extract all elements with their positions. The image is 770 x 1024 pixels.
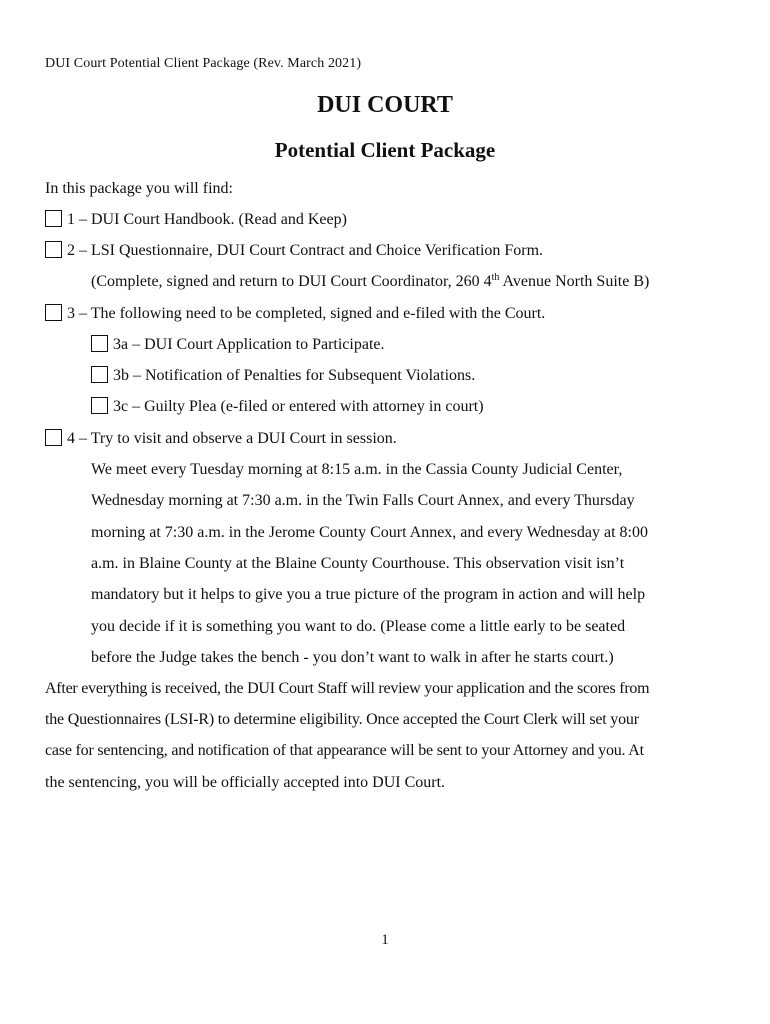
checklist-item-3b	[91, 366, 475, 386]
checklist-item-3	[45, 304, 545, 324]
closing-paragraph-line: the Questionnaires (LSI-R) to determine eligibility. Once accepted the Court Clerk will set your	[45, 711, 639, 728]
item-4-detail-line: before the Judge takes the bench - you don’t want to walk in after he starts court.)	[91, 649, 614, 666]
item-4-detail-line: you decide if it is something you want to do. (Please come a little early to be seated	[91, 618, 626, 635]
checkbox-item-3a[interactable]	[91, 335, 108, 352]
checklist-item-4	[45, 429, 397, 449]
revision-note: DUI Court Potential Client Package (Rev. March 2021)	[45, 56, 362, 71]
checkbox-item-1[interactable]	[45, 210, 62, 227]
item-4-detail-line: Wednesday morning at 7:30 a.m. in the Twin Falls Court Annex, and every Thursday	[91, 492, 635, 509]
checklist-item-2-note	[91, 272, 649, 292]
page-subtitle: Potential Client Package	[274, 138, 496, 162]
checkbox-item-3[interactable]	[45, 304, 62, 321]
checklist-item-1	[45, 210, 347, 230]
page-number: 1	[381, 932, 389, 948]
checklist-item-4-label: 4 – Try to visit and observe a DUI Court in session.	[67, 430, 397, 447]
closing-paragraph-line: After everything is received, the DUI Court Staff will review your application and the scores from	[45, 680, 650, 697]
closing-paragraph-line: case for sentencing, and notification of that appearance will be sent to your Attorney and you. At	[45, 742, 644, 759]
checkbox-item-2[interactable]	[45, 241, 62, 258]
checklist-item-3a	[91, 335, 385, 355]
intro-text: In this package you will find:	[45, 180, 233, 197]
checklist-item-1-label: 1 – DUI Court Handbook. (Read and Keep)	[67, 211, 347, 228]
checkbox-item-4[interactable]	[45, 429, 62, 446]
item-2-note-text-b: Avenue North Suite B)	[499, 273, 650, 290]
item-4-detail-line: morning at 7:30 a.m. in the Jerome County Court Annex, and every Wednesday at 8:00	[91, 524, 648, 541]
checklist-item-3c	[91, 397, 484, 417]
checklist-item-3b-label: 3b – Notification of Penalties for Subsequent Violations.	[113, 367, 476, 384]
page-title: DUI COURT	[317, 92, 453, 118]
checklist-item-3a-label: 3a – DUI Court Application to Participate.	[113, 336, 385, 353]
checkbox-item-3b[interactable]	[91, 366, 108, 383]
closing-paragraph-line: the sentencing, you will be officially accepted into DUI Court.	[45, 774, 446, 791]
item-2-note-text-a: (Complete, signed and return to DUI Court Coordinator, 260 4	[91, 273, 492, 290]
item-4-detail-line: mandatory but it helps to give you a true picture of the program in action and will help	[91, 586, 646, 603]
checklist-item-3-label: 3 – The following need to be completed, signed and e-filed with the Court.	[67, 305, 546, 322]
checklist-item-2	[45, 241, 543, 261]
item-4-detail-line: We meet every Tuesday morning at 8:15 a.m. in the Cassia County Judicial Center,	[91, 461, 623, 478]
checklist-item-2-label: 2 – LSI Questionnaire, DUI Court Contract and Choice Verification Form.	[67, 242, 544, 259]
checkbox-item-3c[interactable]	[91, 397, 108, 414]
checklist-item-3c-label: 3c – Guilty Plea (e-filed or entered with attorney in court)	[113, 398, 484, 415]
item-2-note-superscript: th	[491, 272, 500, 283]
item-4-detail-line: a.m. in Blaine County at the Blaine County Courthouse. This observation visit isn’t	[91, 555, 625, 572]
